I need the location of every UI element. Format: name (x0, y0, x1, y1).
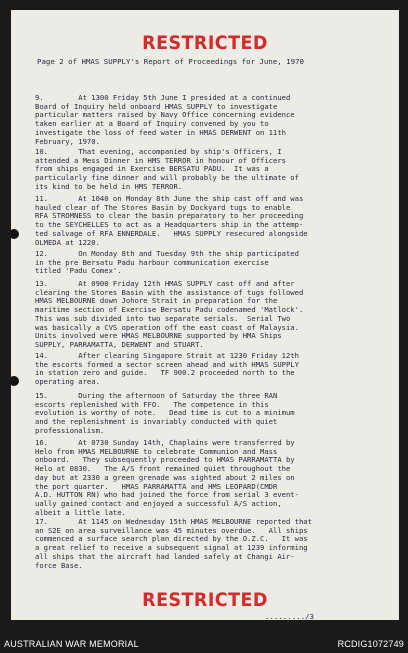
text-line: to the SEYCHELLES to act as a Headquarters ship in the attemp- (35, 220, 304, 230)
text-line: maritime section of Exercise Bersatu Padu codenamed 'Matlock'. (35, 305, 304, 315)
text-line: a great relief to receive a subsequent signal at 1239 informing (35, 543, 308, 553)
text-line: 11. At 1040 on Monday 8th June the ship cast off and was (35, 194, 304, 203)
text-line: the escorts formed a sector screen ahead and with HMAS SUPPLY (35, 359, 299, 369)
paragraph-16 (35, 439, 351, 517)
paragraph-11 (35, 195, 351, 247)
restricted-stamp-top: RESTRICTED (142, 32, 268, 54)
text-line: 12. On Monday 8th and Tuesday 9th the ship participated (35, 249, 299, 258)
archive-record-id: RCDIG1072749 (337, 639, 404, 649)
text-line: an S2E on area surveillance was 45 minutes overdue. All ships (35, 525, 308, 535)
text-line: its kind to be held in HMS TERROR. (35, 181, 183, 191)
text-line: clearing the Stores Basin with the assistance of tugs followed (35, 287, 304, 297)
text-line: titled 'Padu Comex'. (35, 266, 122, 276)
text-line: This was sub divided into two separate serials. Serial Two (35, 313, 291, 323)
text-line: professionalism. (35, 425, 105, 435)
text-line: the port quarter. HMAS PARRAMATTA and HMS LEOPARD(CMDR (35, 481, 278, 491)
text-line: 10. That evening, accompanied by ship's Officers, I (35, 147, 282, 156)
paragraph-12 (35, 250, 351, 276)
text-line: particular matters raised by Navy Office concerning evidence (35, 110, 295, 120)
punch-hole (11, 229, 19, 239)
page-header: Page 2 of HMAS SUPPLY's Report of Proceedings for June, 1970 (37, 57, 304, 66)
text-line: from ships engaged in Exercise BERSATU PADU. It was a (35, 164, 269, 174)
text-line: Helo from HMAS MELBOURNE to celebrate Communion and Mass (35, 446, 278, 456)
text-line: in station zero and guide. TF 900.2 proceeded north to the (35, 368, 295, 378)
text-line: ted salvage of RFA ENNERDALE. HMAS SUPPLY resecured alongside (35, 228, 308, 238)
text-line: evolution is worthy of note. Dead time is cut to a minimum (35, 408, 295, 418)
text-line: Helo at 0830. The A/S front remained quiet throughout the (35, 464, 291, 474)
text-line: commenced a surface search plan directed by the O.Z.C. It was (35, 534, 308, 544)
text-line: ually gained contact and enjoyed a successful A/S action, (35, 498, 282, 508)
page-continuation: ........./3 (265, 612, 314, 620)
text-line: 14. After clearing Singapore Strait at 1230 Friday 12th (35, 351, 299, 360)
punch-hole (11, 376, 19, 386)
paragraph-9 (35, 94, 351, 146)
text-line: was basically a CVS operation off the east coast of Malaysia. (35, 322, 299, 332)
paragraph-14 (35, 352, 351, 387)
text-line: taken earlier at a Board of Inquiry convened by you to (35, 119, 269, 129)
paragraph-17 (35, 518, 351, 570)
document-page (11, 10, 399, 620)
text-line: onboard. They subsequently proceeded to HMAS PARRAMATTA by (35, 455, 295, 465)
text-line: force Base. (35, 560, 83, 570)
text-line: 9. At 1300 Friday 5th June I presided at a continued (35, 93, 291, 102)
text-line: escorts replenished with FFO. The competence in this (35, 399, 269, 409)
text-line: 16. At 0730 Sunday 14th, Chaplains were transferred by (35, 438, 295, 447)
paragraph-10 (35, 148, 351, 192)
restricted-stamp-bottom: RESTRICTED (142, 589, 268, 611)
text-line: 17. At 1145 on Wednesday 15th HMAS MELBOURNE reported that (35, 517, 312, 526)
text-line: all ships that the aircraft had landed safely at Changi Air- (35, 551, 295, 561)
text-line: A.D. HUTTON RN) who had joined the force from serial 3 event- (35, 490, 299, 500)
text-line: 15. During the afternoon of Saturday the three RAN (35, 391, 278, 400)
text-line: attended a Mess Dinner in HMS TERROR in honour of Officers (35, 155, 286, 165)
text-line: in the pre Bersatu Padu harbour communication exercise (35, 257, 269, 267)
text-line: Units involved were HMAS MELBOURNE supported by HMA Ships (35, 331, 282, 341)
text-line: February, 1970. (35, 136, 100, 146)
text-line: OLMEDA at 1220. (35, 237, 100, 247)
text-line: day but at 2330 a green grenade was sighted about 2 miles on (35, 472, 295, 482)
text-line: SUPPLY, PARRAMATTA, DERWENT and STUART. (35, 339, 204, 349)
text-line: operating area. (35, 377, 100, 387)
text-line: and the replenishment is invariably conducted with quiet (35, 417, 278, 427)
text-line: hauled clear of The Stores Basin by Dockyard tugs to enable (35, 202, 291, 212)
text-line: Board of Inquiry held onboard HMAS SUPPLY to investigate (35, 101, 278, 111)
text-line: 13. At 0900 Friday 12th HMAS SUPPLY cast off and after (35, 279, 295, 288)
paragraph-15 (35, 392, 351, 436)
archive-footer (0, 634, 408, 653)
text-line: RFA STROMNESS to clear the basin preparatory to her proceeding (35, 211, 304, 221)
text-line: albeit a little late. (35, 507, 126, 517)
archive-name: AUSTRALIAN WAR MEMORIAL (4, 639, 139, 649)
paragraph-13 (35, 280, 351, 350)
text-line: HMAS MELBOURNE down Johore Strait in preparation for the (35, 296, 278, 306)
text-line: investigate the loss of feed water in HMAS DERWENT on 11th (35, 127, 286, 137)
text-line: particularly fine dinner and will probably be the ultimate of (35, 173, 299, 183)
